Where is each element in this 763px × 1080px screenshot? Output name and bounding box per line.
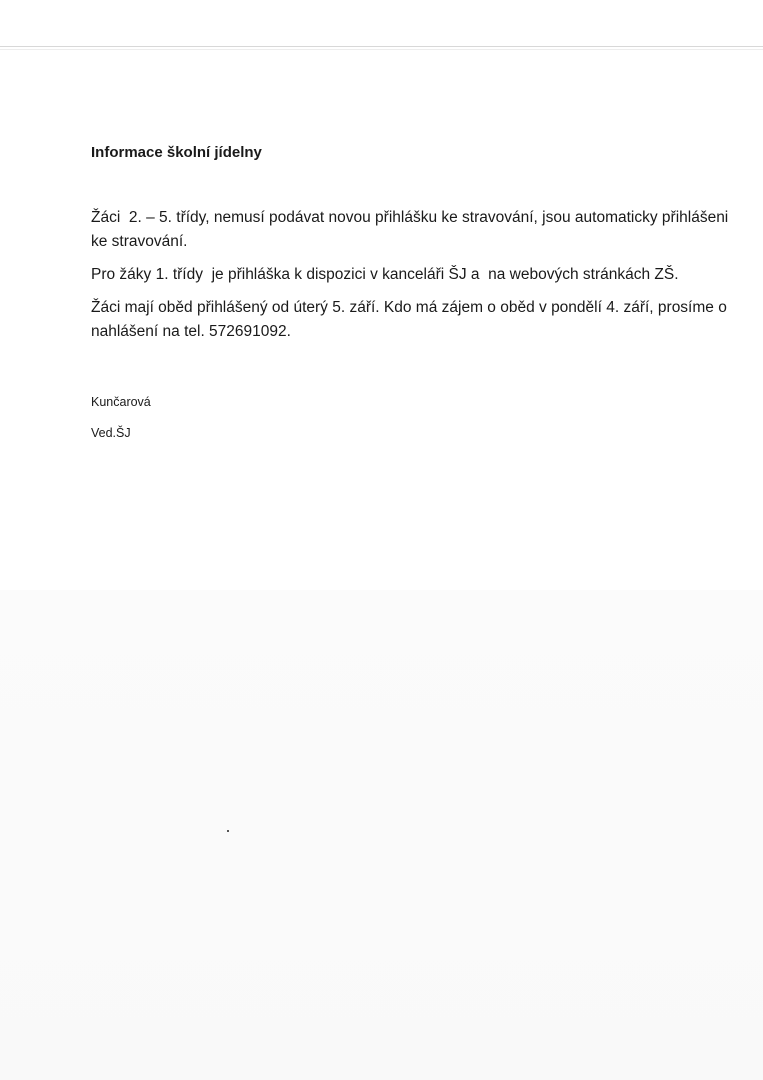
paragraph-enrollment: Žáci 2. – 5. třídy, nemusí podávat novou přihlášku ke stravování, jsou automaticky přihlášeni ke stravování. [91, 209, 733, 250]
document-body [91, 143, 731, 353]
scan-edge-line-secondary [0, 49, 763, 50]
paragraph-first-grade: Pro žáky 1. třídy je přihláška k dispozici v kanceláři ŠJ a na webových stránkách ZŠ. [91, 266, 679, 283]
document-title: Informace školní jídelny [91, 144, 262, 161]
signature-block [91, 392, 151, 454]
signature-name: Kunčarová [91, 395, 151, 409]
scan-edge-line [0, 46, 763, 47]
paragraph-lunch-start: Žáci mají oběd přihlášený od úterý 5. září. Kdo má zájem o oběd v pondělí 4. září, prosíme o nahlášení na tel. 572691092. [91, 299, 732, 340]
scan-speck [227, 830, 229, 832]
signature-role: Ved.ŠJ [91, 426, 131, 440]
scan-shading-band [0, 590, 763, 1080]
